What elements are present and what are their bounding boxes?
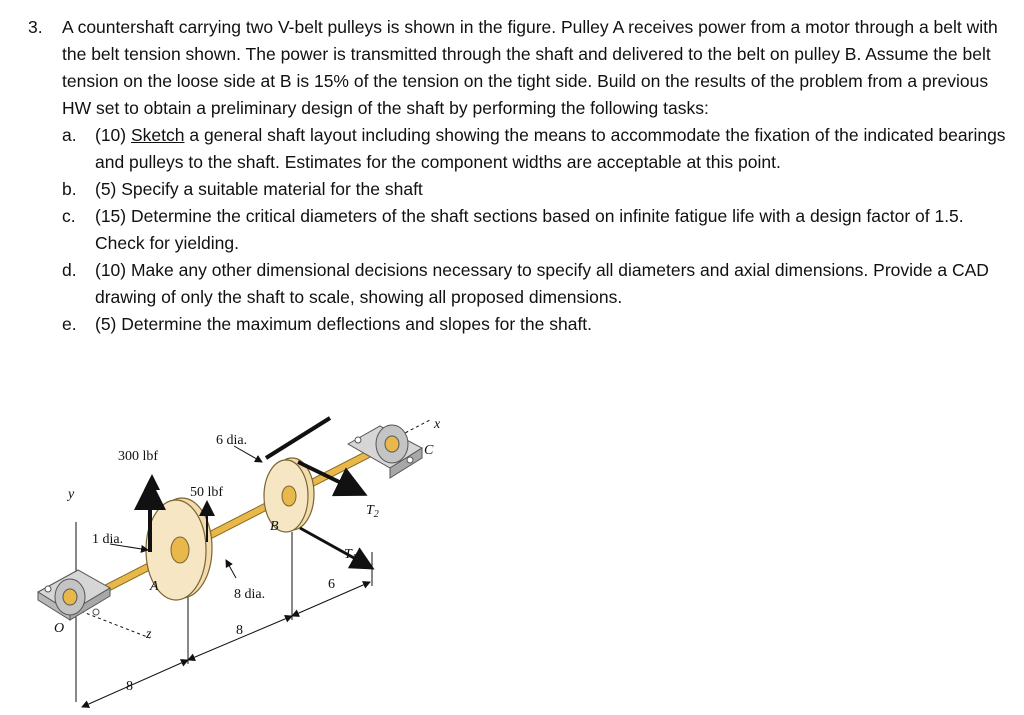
label-dim-6: 6: [328, 577, 335, 592]
task-letter: c.: [62, 206, 76, 226]
task-text: (5) Determine the maximum deflections and slopes for the shaft.: [95, 314, 593, 334]
leader-8-dia: [226, 560, 236, 578]
label-bearing-c: C: [424, 443, 434, 458]
task-a: [28, 122, 1018, 176]
task-d: [28, 257, 1018, 311]
task-b: [28, 176, 1018, 203]
problem-3: [28, 14, 1018, 338]
task-letter: d.: [62, 260, 77, 280]
task-letter: a.: [62, 125, 77, 145]
task-text: a general shaft layout including showing the means to accommodate the fixation of the indicated bearings and pulleys to the shaft. Estimates for the component widths are acceptable at this point.: [95, 125, 1006, 172]
countershaft-figure: [30, 402, 450, 712]
bearing-o: [38, 570, 110, 620]
label-dim-8a: 8: [126, 679, 133, 694]
task-text: (15) Determine the critical diameters of the shaft sections based on infinite fatigue life with a design factor of 1.5. Check for yielding.: [95, 206, 964, 253]
label-1-dia: 1 dia.: [92, 532, 124, 547]
label-6-dia: 6 dia.: [216, 433, 248, 448]
task-c: [28, 203, 1018, 257]
label-8-dia: 8 dia.: [234, 587, 266, 602]
task-points: (10): [95, 125, 131, 145]
task-letter: e.: [62, 314, 77, 334]
label-axis-x: x: [434, 417, 441, 432]
task-list: [28, 122, 1018, 338]
label-dim-8b: 8: [236, 623, 243, 638]
belt-b-t1: [300, 528, 372, 568]
task-text: (10) Make any other dimensional decisions necessary to specify all diameters and axial dimensions. Provide a CAD drawing of only the shaft to scale, showing all proposed dimensions.: [95, 260, 989, 307]
task-text: (5) Specify a suitable material for the shaft: [95, 179, 423, 199]
problem-number: 3.: [28, 17, 43, 37]
countershaft-diagram: [30, 402, 450, 712]
label-tension-t2: $T_2$: [366, 503, 379, 520]
task-e: [28, 311, 1018, 338]
label-50-lbf: 50 lbf: [190, 485, 224, 500]
label-tension-t1: $T_1$: [344, 547, 357, 564]
label-axis-z: z: [146, 627, 152, 642]
shaft: [70, 442, 392, 607]
leader-6-dia: [234, 446, 262, 462]
task-letter: b.: [62, 179, 77, 199]
label-300-lbf: 300 lbf: [118, 449, 159, 464]
label-pulley-a: A: [150, 579, 159, 594]
label-origin-o: O: [54, 621, 65, 636]
dimension-line-8a: [82, 660, 188, 707]
belt-b-upper: [266, 418, 330, 458]
bearing-c: [348, 425, 422, 478]
task-underlined-word: Sketch: [130, 125, 185, 145]
label-axis-y: y: [68, 487, 75, 502]
label-pulley-b: B: [270, 519, 279, 534]
problem-statement: A countershaft carrying two V-belt pulleys is shown in the figure. Pulley A receives power from a motor through a belt with the belt tension shown. The power is transmitted through the shaft and delivered to the belt on pulley B. Assume the belt tension on the loose side at B is 15% of the tension on the tight side. Build on the results of the problem from a previous HW set to obtain a preliminary design of the shaft by performing the following tasks:: [62, 17, 998, 118]
